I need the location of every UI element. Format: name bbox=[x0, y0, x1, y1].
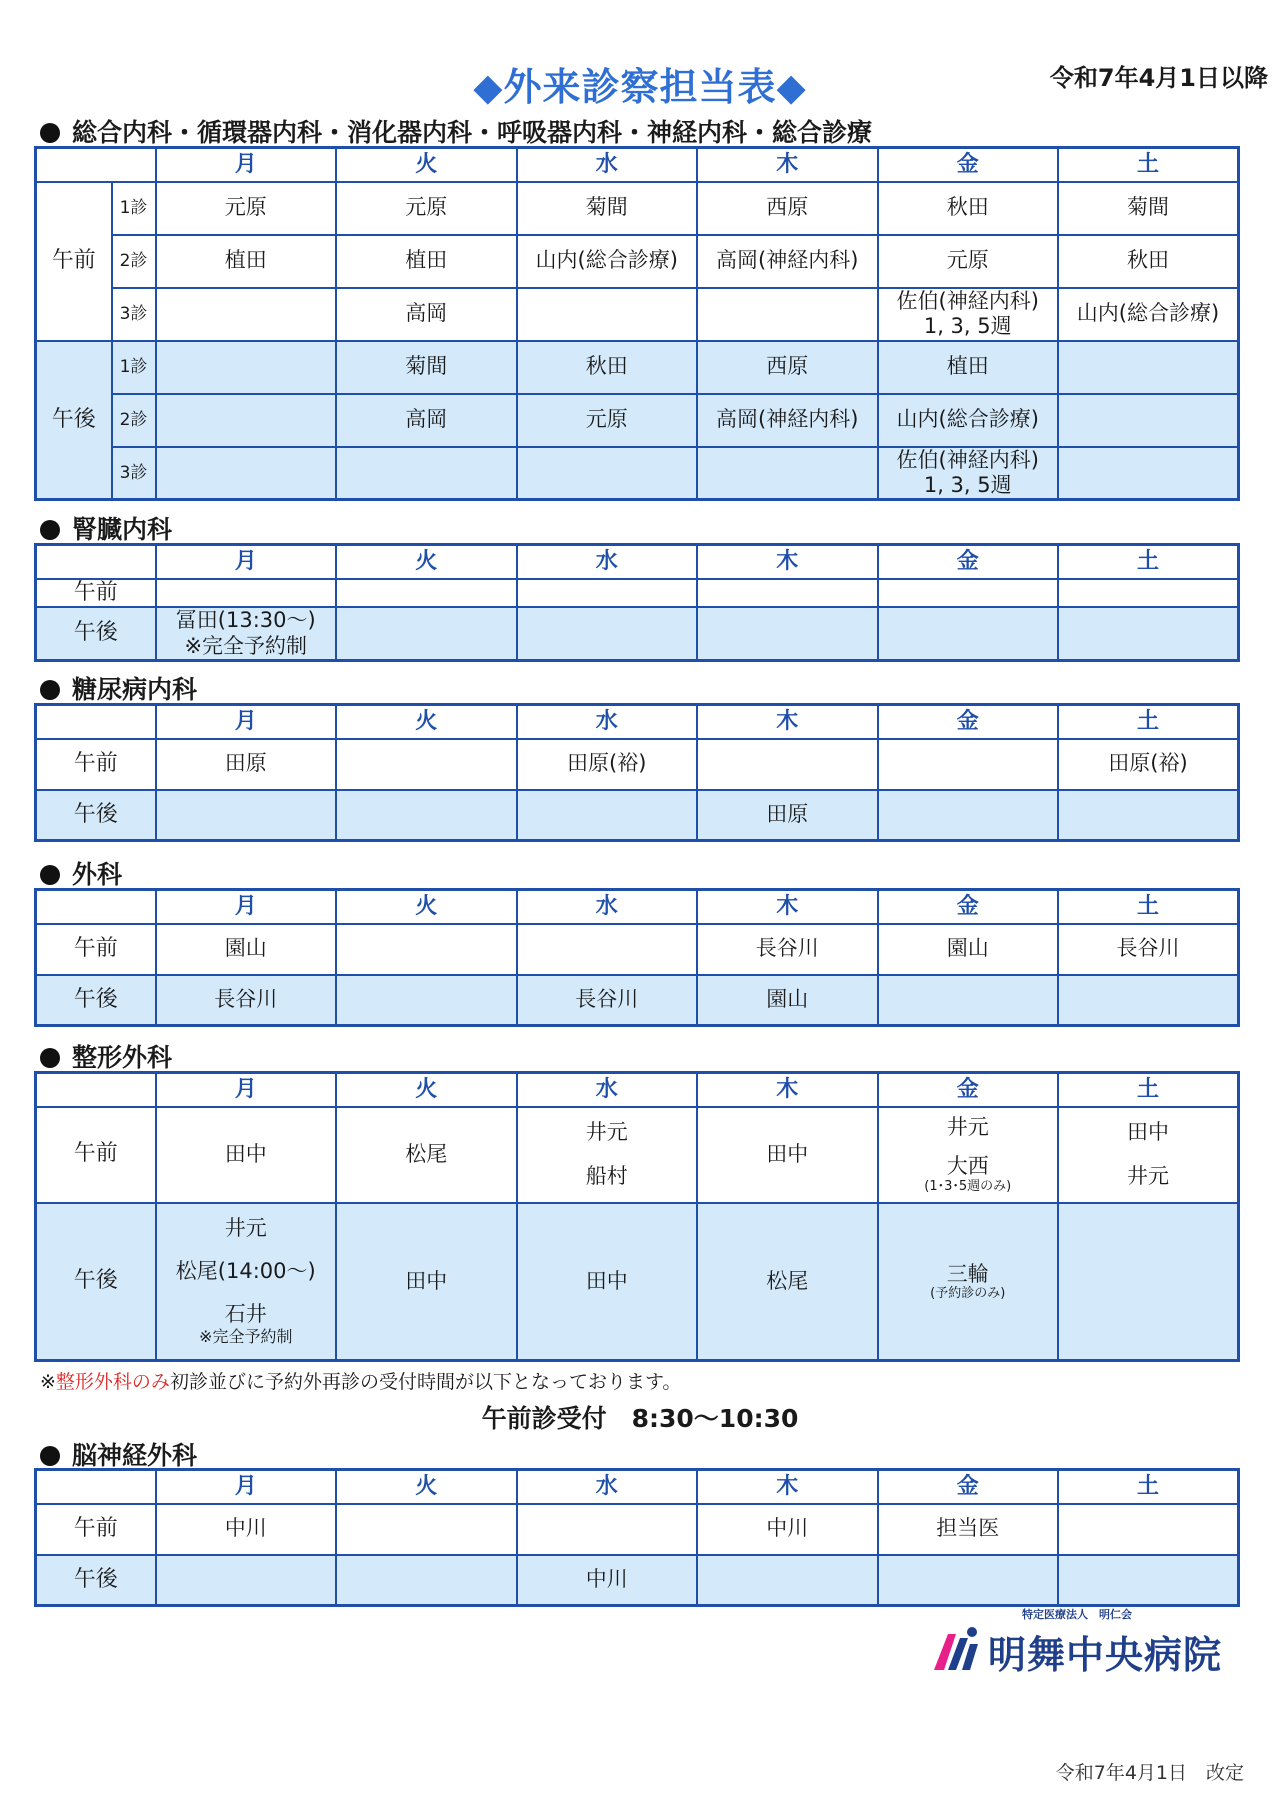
note-text: 初診並びに予約外再診の受付時間が以下となっております。 bbox=[169, 1371, 682, 1393]
schedule-cell: 田原 bbox=[156, 739, 337, 790]
period-am: 午前 bbox=[36, 739, 156, 790]
schedule-cell bbox=[878, 607, 1059, 661]
schedule-cell bbox=[697, 288, 878, 341]
section-nephrology-heading bbox=[40, 510, 172, 546]
schedule-cell bbox=[336, 447, 517, 500]
schedule-cell bbox=[517, 579, 698, 607]
section-title: 整形外科 bbox=[72, 1043, 173, 1072]
header-row bbox=[36, 148, 1239, 182]
day-wed: 水 bbox=[517, 148, 698, 182]
table-row bbox=[36, 394, 1239, 447]
section-title: 腎臓内科 bbox=[72, 515, 173, 544]
day-sat: 土 bbox=[1058, 545, 1239, 579]
day-mon: 月 bbox=[156, 1073, 337, 1107]
schedule-cell bbox=[1058, 607, 1239, 661]
schedule-cell: 西原 bbox=[697, 182, 878, 235]
period-pm: 午後 bbox=[36, 790, 156, 841]
day-sat: 土 bbox=[1058, 705, 1239, 739]
doctor-name: 井元 bbox=[1127, 1163, 1169, 1188]
day-fri: 金 bbox=[878, 1470, 1059, 1504]
ortho-note bbox=[40, 1367, 681, 1394]
doctor-name: 佐伯(神経内科) bbox=[896, 447, 1039, 472]
day-thu: 木 bbox=[697, 545, 878, 579]
bullet-icon bbox=[40, 123, 60, 143]
day-wed: 水 bbox=[517, 1073, 698, 1107]
schedule-cell: 長谷川 bbox=[1058, 924, 1239, 975]
day-sat: 土 bbox=[1058, 890, 1239, 924]
day-sat: 土 bbox=[1058, 148, 1239, 182]
day-fri: 金 bbox=[878, 545, 1059, 579]
corner-cell bbox=[36, 1470, 156, 1504]
period-am: 午前 bbox=[36, 579, 156, 607]
schedule-cell bbox=[697, 447, 878, 500]
schedule-cell bbox=[697, 607, 878, 661]
schedule-cell: 田原(裕) bbox=[517, 739, 698, 790]
header-row bbox=[36, 705, 1239, 739]
day-wed: 水 bbox=[517, 545, 698, 579]
period-pm: 午後 bbox=[36, 607, 156, 661]
week-note: (1･3･5週のみ) bbox=[924, 1178, 1012, 1194]
appointment-note: ※完全予約制 bbox=[199, 1327, 293, 1347]
section-title: 外科 bbox=[72, 860, 123, 889]
schedule-cell bbox=[1058, 790, 1239, 841]
period-pm: 午後 bbox=[36, 1203, 156, 1361]
slot-label: 1診 bbox=[112, 341, 156, 394]
day-mon: 月 bbox=[156, 1470, 337, 1504]
reception-hours: 午前診受付 8:30～10:30 bbox=[481, 1404, 799, 1433]
schedule-cell bbox=[1058, 1504, 1239, 1555]
table-row bbox=[36, 341, 1239, 394]
diabetes-table bbox=[34, 703, 1240, 842]
table-row bbox=[36, 1107, 1239, 1203]
corner-cell bbox=[36, 705, 156, 739]
schedule-cell bbox=[336, 1504, 517, 1555]
table-row bbox=[36, 739, 1239, 790]
schedule-cell: 菊間 bbox=[1058, 182, 1239, 235]
schedule-cell bbox=[1058, 394, 1239, 447]
schedule-cell: 秋田 bbox=[517, 341, 698, 394]
schedule-cell bbox=[878, 790, 1059, 841]
schedule-cell bbox=[878, 739, 1059, 790]
corner-cell bbox=[36, 890, 156, 924]
schedule-cell bbox=[517, 1504, 698, 1555]
schedule-cell bbox=[1058, 447, 1239, 500]
schedule-cell bbox=[336, 924, 517, 975]
header-row bbox=[36, 890, 1239, 924]
schedule-cell bbox=[1058, 975, 1239, 1026]
table-row bbox=[36, 1555, 1239, 1606]
header-row bbox=[36, 1470, 1239, 1504]
doctor-name: 佐伯(神経内科) bbox=[896, 288, 1039, 313]
revision-date: 令和7年4月1日 改定 bbox=[1055, 1762, 1244, 1784]
schedule-cell: 高岡 bbox=[336, 394, 517, 447]
schedule-cell bbox=[517, 924, 698, 975]
schedule-cell bbox=[878, 288, 1059, 341]
note-prefix: ※ bbox=[40, 1371, 56, 1393]
schedule-cell: 園山 bbox=[156, 924, 337, 975]
hospital-logo bbox=[930, 1606, 1230, 1676]
schedule-cell bbox=[517, 447, 698, 500]
schedule-cell: 元原 bbox=[517, 394, 698, 447]
slot-label: 2診 bbox=[112, 394, 156, 447]
schedule-cell: 田原 bbox=[697, 790, 878, 841]
period-am: 午前 bbox=[36, 182, 112, 341]
schedule-cell: 高岡 bbox=[336, 288, 517, 341]
week-note: 1, 3, 5週 bbox=[923, 314, 1012, 338]
slot-label: 1診 bbox=[112, 182, 156, 235]
section-title: 脳神経外科 bbox=[72, 1441, 198, 1470]
day-thu: 木 bbox=[697, 148, 878, 182]
schedule-cell: 植田 bbox=[156, 235, 337, 288]
slot-label: 3診 bbox=[112, 447, 156, 500]
table-row bbox=[36, 790, 1239, 841]
day-thu: 木 bbox=[697, 705, 878, 739]
day-sat: 土 bbox=[1058, 1073, 1239, 1107]
day-fri: 金 bbox=[878, 705, 1059, 739]
period-am: 午前 bbox=[36, 924, 156, 975]
schedule-cell bbox=[517, 790, 698, 841]
day-tue: 火 bbox=[336, 1073, 517, 1107]
logo-hospital-name: 明舞中央病院 bbox=[988, 1633, 1223, 1677]
schedule-cell bbox=[878, 1555, 1059, 1606]
section-internal-heading bbox=[40, 113, 872, 149]
surgery-table bbox=[34, 888, 1240, 1027]
day-mon: 月 bbox=[156, 890, 337, 924]
bullet-icon bbox=[40, 1048, 60, 1068]
doctor-name: 井元 bbox=[585, 1120, 628, 1145]
doctor-name: 石井 bbox=[224, 1302, 267, 1327]
schedule-cell bbox=[156, 288, 337, 341]
schedule-cell bbox=[878, 579, 1059, 607]
schedule-cell bbox=[1058, 341, 1239, 394]
schedule-cell: 植田 bbox=[336, 235, 517, 288]
schedule-cell bbox=[697, 739, 878, 790]
hospital-mark-icon bbox=[930, 1624, 986, 1672]
day-thu: 木 bbox=[697, 1073, 878, 1107]
schedule-cell bbox=[1058, 1203, 1239, 1361]
schedule-cell bbox=[156, 394, 337, 447]
schedule-cell: 山内(総合診療) bbox=[517, 235, 698, 288]
bullet-icon bbox=[40, 680, 60, 700]
schedule-cell bbox=[517, 288, 698, 341]
schedule-cell: 中川 bbox=[156, 1504, 337, 1555]
schedule-cell bbox=[156, 447, 337, 500]
corner-cell bbox=[36, 148, 156, 182]
period-pm: 午後 bbox=[36, 341, 112, 500]
doctor-name: 井元 bbox=[946, 1115, 989, 1140]
section-diabetes-heading bbox=[40, 670, 197, 706]
schedule-cell bbox=[156, 1555, 337, 1606]
table-row bbox=[36, 235, 1239, 288]
day-thu: 木 bbox=[697, 1470, 878, 1504]
schedule-cell bbox=[697, 579, 878, 607]
table-row bbox=[36, 1203, 1239, 1361]
logo-corporation: 特定医療法人 明仁会 bbox=[1022, 1608, 1132, 1621]
neurosurgery-table bbox=[34, 1468, 1240, 1607]
appointment-note: ※完全予約制 bbox=[184, 633, 308, 658]
doctor-name: 三輪 bbox=[946, 1261, 989, 1286]
schedule-cell bbox=[156, 607, 337, 661]
section-title: 糖尿病内科 bbox=[72, 675, 198, 704]
schedule-cell bbox=[517, 1107, 698, 1203]
section-neurosurgery-heading bbox=[40, 1436, 197, 1472]
schedule-cell: 高岡(神経内科) bbox=[697, 235, 878, 288]
schedule-cell: 元原 bbox=[878, 235, 1059, 288]
note-highlight: 整形外科のみ bbox=[55, 1371, 170, 1393]
period-pm: 午後 bbox=[36, 1555, 156, 1606]
appointment-note: (予約診のみ) bbox=[930, 1285, 1006, 1301]
week-note: 1, 3, 5週 bbox=[923, 472, 1012, 497]
day-tue: 火 bbox=[336, 705, 517, 739]
schedule-cell bbox=[878, 447, 1059, 500]
nephrology-table bbox=[34, 543, 1240, 662]
table-row bbox=[36, 1504, 1239, 1555]
day-sat: 土 bbox=[1058, 1470, 1239, 1504]
schedule-cell bbox=[517, 607, 698, 661]
section-surgery-heading bbox=[40, 855, 122, 891]
schedule-cell bbox=[156, 790, 337, 841]
table-row bbox=[36, 288, 1239, 341]
schedule-cell bbox=[697, 1555, 878, 1606]
schedule-cell: 園山 bbox=[878, 924, 1059, 975]
schedule-cell: 長谷川 bbox=[156, 975, 337, 1026]
slot-label: 3診 bbox=[112, 288, 156, 341]
day-mon: 月 bbox=[156, 705, 337, 739]
schedule-cell: 菊間 bbox=[517, 182, 698, 235]
day-fri: 金 bbox=[878, 1073, 1059, 1107]
schedule-cell: 松尾 bbox=[336, 1107, 517, 1203]
table-row bbox=[36, 975, 1239, 1026]
doctor-name: 松尾(14:00～) bbox=[175, 1259, 316, 1284]
schedule-cell: 植田 bbox=[878, 341, 1059, 394]
doctor-name: 井元 bbox=[224, 1215, 267, 1240]
schedule-cell bbox=[336, 1555, 517, 1606]
schedule-cell: 担当医 bbox=[878, 1504, 1059, 1555]
doctor-name: 冨田(13:30～) bbox=[175, 608, 316, 633]
schedule-cell: 西原 bbox=[697, 341, 878, 394]
bullet-icon bbox=[40, 520, 60, 540]
internal-medicine-table bbox=[34, 146, 1240, 501]
period-am: 午前 bbox=[36, 1107, 156, 1203]
ortho-table bbox=[34, 1071, 1240, 1362]
table-row bbox=[36, 579, 1239, 607]
doctor-name: 田中 bbox=[1127, 1120, 1169, 1145]
day-wed: 水 bbox=[517, 705, 698, 739]
schedule-cell: 高岡(神経内科) bbox=[697, 394, 878, 447]
table-row bbox=[36, 607, 1239, 661]
day-mon: 月 bbox=[156, 148, 337, 182]
corner-cell bbox=[36, 1073, 156, 1107]
schedule-cell: 元原 bbox=[336, 182, 517, 235]
schedule-cell: 田中 bbox=[156, 1107, 337, 1203]
table-row bbox=[36, 924, 1239, 975]
day-mon: 月 bbox=[156, 545, 337, 579]
schedule-cell bbox=[336, 579, 517, 607]
day-tue: 火 bbox=[336, 1470, 517, 1504]
schedule-cell: 山内(総合診療) bbox=[878, 394, 1059, 447]
schedule-cell: 田中 bbox=[336, 1203, 517, 1361]
schedule-cell: 長谷川 bbox=[697, 924, 878, 975]
period-pm: 午後 bbox=[36, 975, 156, 1026]
corner-cell bbox=[36, 545, 156, 579]
period-am: 午前 bbox=[36, 1504, 156, 1555]
header-row bbox=[36, 1073, 1239, 1107]
schedule-cell: 園山 bbox=[697, 975, 878, 1026]
day-tue: 火 bbox=[336, 890, 517, 924]
doctor-name: 船村 bbox=[585, 1163, 628, 1188]
schedule-cell: 田中 bbox=[697, 1107, 878, 1203]
schedule-cell bbox=[878, 975, 1059, 1026]
day-tue: 火 bbox=[336, 545, 517, 579]
bullet-icon bbox=[40, 865, 60, 885]
day-tue: 火 bbox=[336, 148, 517, 182]
day-thu: 木 bbox=[697, 890, 878, 924]
schedule-cell bbox=[156, 1203, 337, 1361]
schedule-cell: 松尾 bbox=[697, 1203, 878, 1361]
schedule-cell: 中川 bbox=[697, 1504, 878, 1555]
schedule-cell bbox=[878, 1107, 1059, 1203]
doctor-name: 大西 bbox=[946, 1154, 989, 1179]
schedule-cell bbox=[878, 1203, 1059, 1361]
schedule-cell: 長谷川 bbox=[517, 975, 698, 1026]
schedule-cell: 秋田 bbox=[878, 182, 1059, 235]
section-ortho-heading bbox=[40, 1038, 172, 1074]
schedule-cell bbox=[1058, 579, 1239, 607]
day-wed: 水 bbox=[517, 890, 698, 924]
schedule-cell: 元原 bbox=[156, 182, 337, 235]
table-row bbox=[36, 182, 1239, 235]
schedule-cell bbox=[156, 579, 337, 607]
schedule-cell bbox=[1058, 1107, 1239, 1203]
schedule-cell bbox=[156, 341, 337, 394]
schedule-cell: 菊間 bbox=[336, 341, 517, 394]
schedule-cell bbox=[336, 607, 517, 661]
bullet-icon bbox=[40, 1446, 60, 1466]
section-title: 総合内科・循環器内科・消化器内科・呼吸器内科・神経内科・総合診療 bbox=[72, 118, 873, 147]
schedule-cell: 秋田 bbox=[1058, 235, 1239, 288]
schedule-cell: 山内(総合診療) bbox=[1058, 288, 1239, 341]
effective-date: 令和7年4月1日以降 bbox=[1049, 64, 1268, 92]
slot-label: 2診 bbox=[112, 235, 156, 288]
schedule-cell: 田原(裕) bbox=[1058, 739, 1239, 790]
day-wed: 水 bbox=[517, 1470, 698, 1504]
page-title: ◆外来診察担当表◆ bbox=[473, 65, 807, 109]
day-fri: 金 bbox=[878, 148, 1059, 182]
table-row bbox=[36, 447, 1239, 500]
schedule-cell: 中川 bbox=[517, 1555, 698, 1606]
schedule-cell bbox=[336, 739, 517, 790]
day-fri: 金 bbox=[878, 890, 1059, 924]
schedule-cell bbox=[336, 790, 517, 841]
header-row bbox=[36, 545, 1239, 579]
schedule-cell: 田中 bbox=[517, 1203, 698, 1361]
schedule-cell bbox=[1058, 1555, 1239, 1606]
schedule-cell bbox=[336, 975, 517, 1026]
